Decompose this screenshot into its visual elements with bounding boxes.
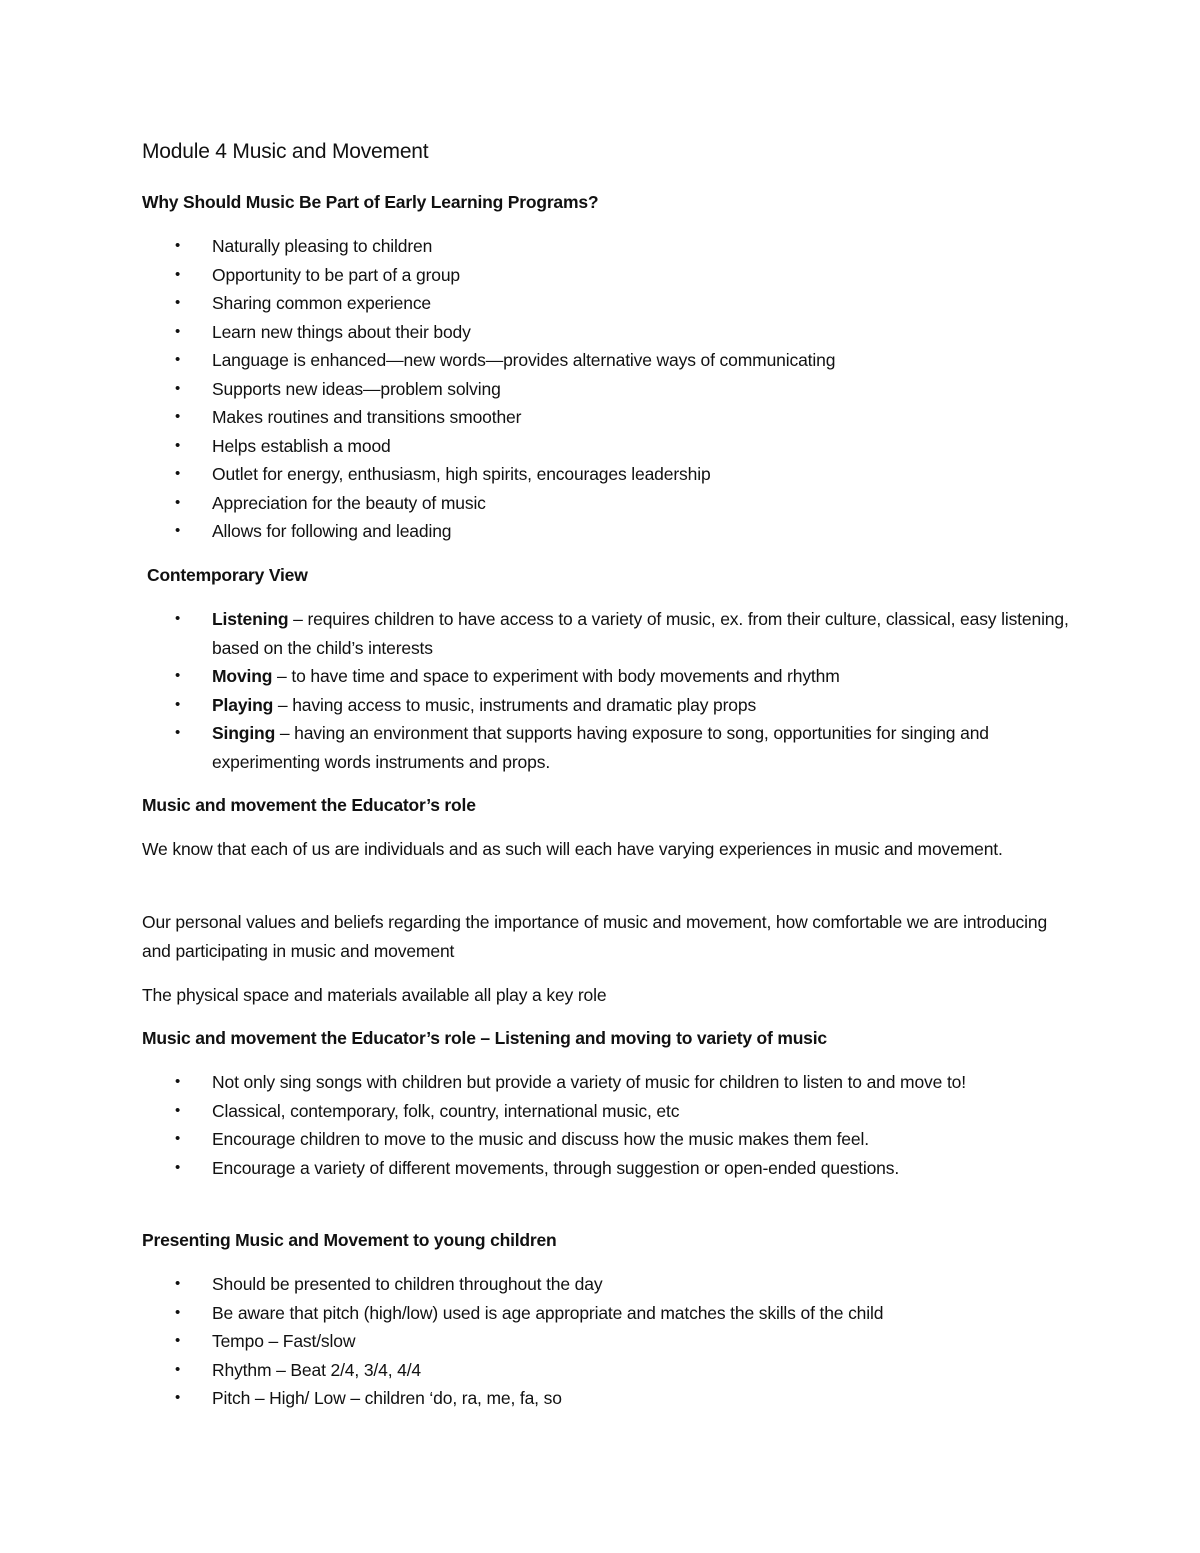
- bullet-icon: •: [175, 379, 181, 397]
- bullet-icon: •: [175, 322, 181, 340]
- page-title: Module 4 Music and Movement: [142, 140, 429, 163]
- list-item: • Playing – having access to music, instruments and dramatic play props: [142, 691, 1072, 720]
- bullet-icon: •: [175, 1360, 181, 1378]
- section-heading-presenting: Presenting Music and Movement to young children: [142, 1230, 557, 1250]
- paragraph: Our personal values and beliefs regarding the importance of music and movement, how comfortable we are introducing and participating in music and movement: [142, 912, 1048, 961]
- list-item: • Allows for following and leading: [142, 517, 1072, 546]
- bullet-icon: •: [175, 667, 181, 684]
- bullet-icon: •: [175, 1101, 181, 1119]
- bullet-icon: •: [175, 1275, 181, 1292]
- list-item: • Opportunity to be part of a group: [142, 261, 1072, 290]
- section-heading-why-music: Why Should Music Be Part of Early Learning Programs?: [142, 192, 599, 212]
- list-item: • Moving – to have time and space to experiment with body movements and rhythm: [142, 662, 1072, 691]
- list-item: • Listening – requires children to have access to a variety of music, ex. from their culture, classical, easy listening, based on the child’s interests: [142, 605, 1072, 662]
- list-item: • Encourage children to move to the music and discuss how the music makes them feel.: [142, 1125, 1072, 1154]
- bullet-icon: •: [175, 408, 181, 425]
- bullet-icon: •: [175, 522, 181, 539]
- bullet-icon: •: [175, 294, 181, 311]
- bullet-icon: •: [175, 1303, 181, 1321]
- section-heading-listening-moving: Music and movement the Educator’s role – Listening and moving to variety of music: [142, 1028, 827, 1048]
- list-item: • Tempo – Fast/slow: [142, 1327, 1072, 1356]
- bullet-icon: •: [175, 1389, 181, 1406]
- contemporary-view-list: [142, 605, 1072, 776]
- listening-moving-list: [142, 1068, 1072, 1182]
- bullet-icon: •: [175, 1158, 181, 1176]
- bullet-icon: •: [175, 1332, 181, 1349]
- bullet-icon: •: [175, 695, 181, 713]
- bullet-icon: •: [175, 1073, 181, 1090]
- list-item: • Naturally pleasing to children: [142, 232, 1072, 261]
- list-item: • Rhythm – Beat 2/4, 3/4, 4/4: [142, 1356, 1072, 1385]
- bullet-icon: •: [175, 265, 181, 283]
- paragraph: We know that each of us are individuals and as such will each have varying experiences in music and movement.: [142, 839, 1003, 859]
- paragraph: The physical space and materials available all play a key role: [142, 985, 607, 1005]
- bullet-icon: •: [175, 493, 181, 511]
- bullet-icon: •: [175, 724, 181, 741]
- section-heading-contemporary-view: Contemporary View: [147, 565, 308, 585]
- list-item: • Encourage a variety of different movements, through suggestion or open-ended questions.: [142, 1154, 1072, 1183]
- list-item: • Language is enhanced—new words—provides alternative ways of communicating: [142, 346, 1072, 375]
- section-heading-educator-role: Music and movement the Educator’s role: [142, 795, 476, 815]
- bullet-icon: •: [175, 610, 181, 627]
- list-item: • Should be presented to children throughout the day: [142, 1270, 1072, 1299]
- bullet-icon: •: [175, 1130, 181, 1147]
- bullet-icon: •: [175, 436, 181, 454]
- bullet-icon: •: [175, 237, 181, 254]
- list-item: • Not only sing songs with children but provide a variety of music for children to listen to and move to!: [142, 1068, 1072, 1097]
- list-item: • Learn new things about their body: [142, 318, 1072, 347]
- list-item: • Makes routines and transitions smoother: [142, 403, 1072, 432]
- why-music-list: [142, 232, 1072, 546]
- list-item: • Sharing common experience: [142, 289, 1072, 318]
- bullet-icon: •: [175, 465, 181, 482]
- list-item: • Be aware that pitch (high/low) used is age appropriate and matches the skills of the child: [142, 1299, 1072, 1328]
- list-item: • Appreciation for the beauty of music: [142, 489, 1072, 518]
- list-item: • Helps establish a mood: [142, 432, 1072, 461]
- presenting-list: [142, 1270, 1072, 1413]
- list-item: • Pitch – High/ Low – children ‘do, ra, me, fa, so: [142, 1384, 1072, 1413]
- bullet-icon: •: [175, 351, 181, 368]
- list-item: • Supports new ideas—problem solving: [142, 375, 1072, 404]
- list-item: • Singing – having an environment that supports having exposure to song, opportunities for singing and experimenting words instruments and props.: [142, 719, 1072, 776]
- list-item: • Outlet for energy, enthusiasm, high spirits, encourages leadership: [142, 460, 1072, 489]
- list-item: • Classical, contemporary, folk, country, international music, etc: [142, 1097, 1072, 1126]
